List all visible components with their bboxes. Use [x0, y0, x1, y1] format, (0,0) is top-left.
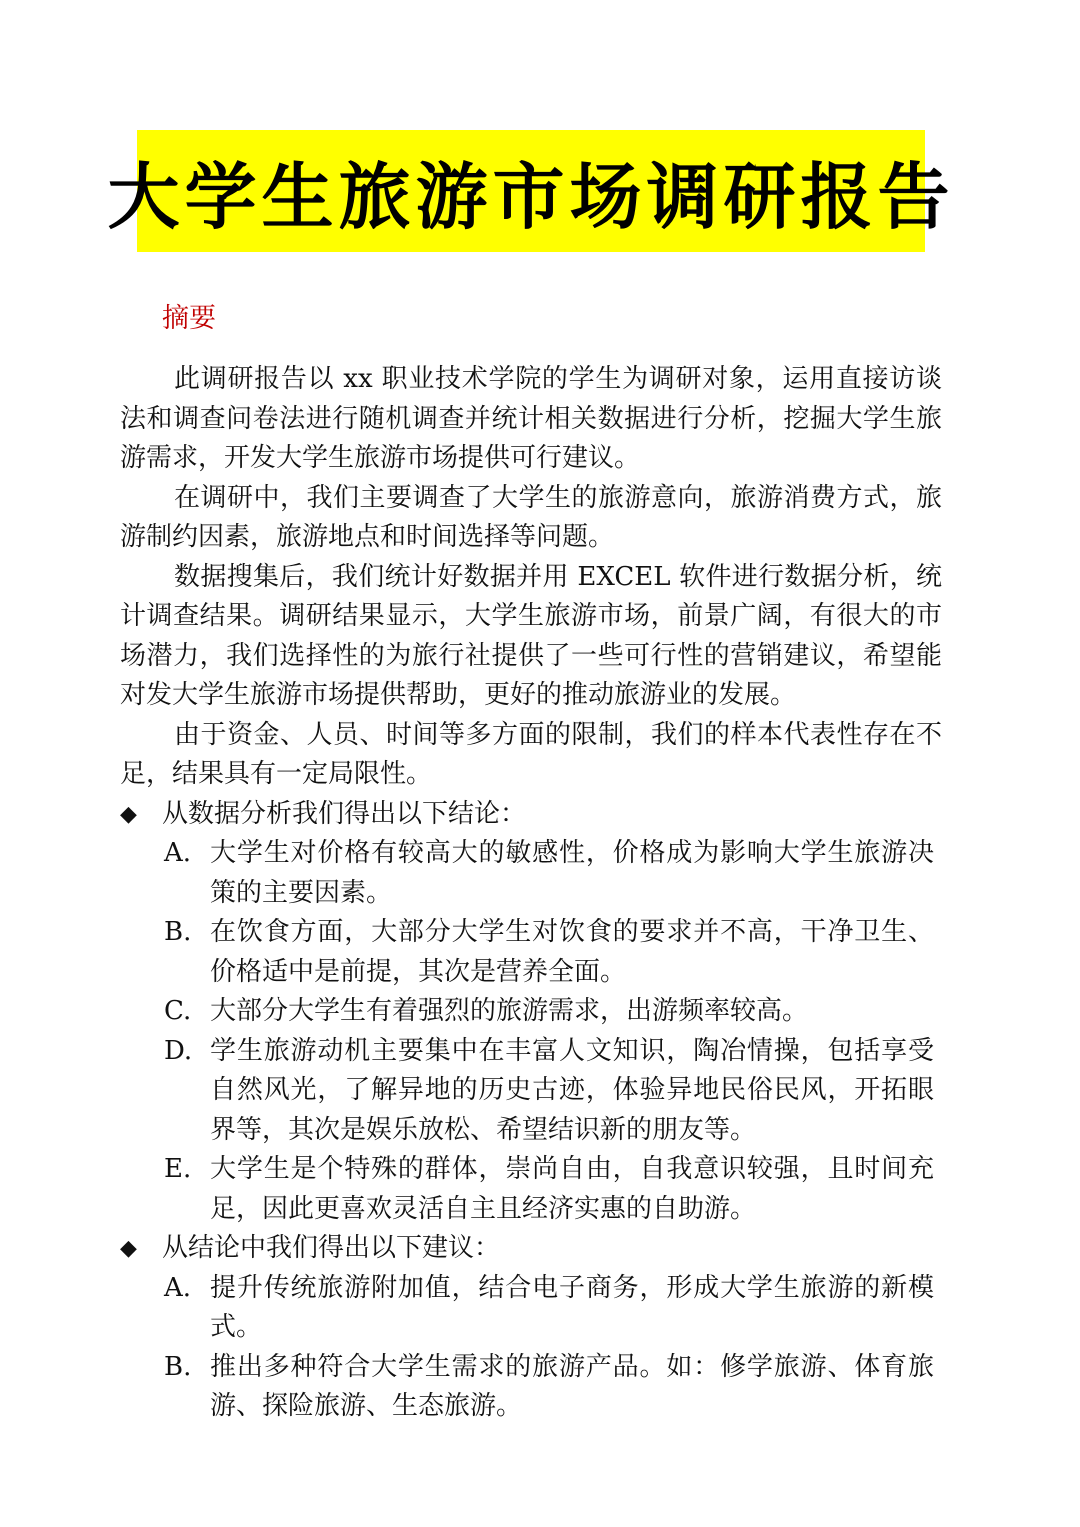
paragraph: 此调研报告以 xx 职业技术学院的学生为调研对象，运用直接访谈法和调查问卷法进行随机调查并统计相关数据进行分析，挖掘大学生旅游需求，开发大学生旅游市场提供可行建议。	[120, 364, 942, 473]
suggestions-list	[120, 1269, 942, 1427]
section-heading-abstract: 摘要	[162, 303, 216, 334]
conclusions-list	[120, 834, 942, 1229]
conclusions-label: 从数据分析我们得出以下结论：	[162, 798, 527, 829]
list-item-text: 在饮食方面，大部分大学生对饮食的要求并不高，干净卫生、价格适中是前提，其次是营养全面。	[210, 917, 934, 987]
list-marker: A.	[164, 838, 192, 868]
list-marker: D.	[164, 1035, 193, 1066]
list-item	[120, 1269, 934, 1348]
diamond-bullet-icon: ◆	[120, 801, 137, 827]
list-item	[120, 1032, 934, 1151]
list-item	[120, 834, 934, 913]
page-title: 大学生旅游市场调研报告	[107, 155, 955, 239]
suggestions-label: 从结论中我们得出以下建议：	[162, 1233, 501, 1263]
list-item	[120, 992, 934, 1032]
list-marker: C.	[164, 996, 192, 1026]
paragraph: 数据搜集后，我们统计好数据并用 EXCEL 软件进行数据分析，统计调查结果。调研结果显示，大学生旅游市场，前景广阔，有很大的市场潜力，我们选择性的为旅行社提供了一些可行性的营销建议，希望能对发大学生旅游市场提供帮助，更好的推动旅游业的发展。	[120, 561, 942, 710]
suggestions-heading	[120, 1229, 942, 1269]
title-banner	[107, 130, 955, 252]
diamond-bullet-icon: ◆	[120, 1236, 137, 1261]
paragraph: 由于资金、人员、时间等多方面的限制，我们的样本代表性存在不足，结果具有一定局限性。	[120, 719, 942, 789]
list-item	[120, 913, 934, 992]
list-marker: B.	[164, 1351, 192, 1382]
list-item-text: 大学生是个特殊的群体，崇尚自由，自我意识较强，且时间充足，因此更喜欢灵活自主且经济实惠的自助游。	[210, 1154, 934, 1224]
abstract-body	[120, 360, 942, 1427]
list-marker: B.	[164, 917, 192, 947]
paragraph: 在调研中，我们主要调查了大学生的旅游意向，旅游消费方式，旅游制约因素，旅游地点和时间选择等问题。	[120, 482, 942, 552]
conclusions-heading	[120, 795, 942, 835]
list-item-text: 大学生对价格有较高大的敏感性，价格成为影响大学生旅游决策的主要因素。	[210, 838, 934, 908]
list-item	[120, 1348, 934, 1427]
list-marker: A.	[164, 1272, 192, 1303]
list-item-text: 提升传统旅游附加值，结合电子商务，形成大学生旅游的新模式。	[210, 1272, 934, 1342]
list-item-text: 推出多种符合大学生需求的旅游产品。如：修学旅游、体育旅游、探险旅游、生态旅游。	[210, 1351, 934, 1421]
list-marker: E.	[164, 1154, 192, 1184]
list-item-text: 大部分大学生有着强烈的旅游需求，出游频率较高。	[210, 996, 809, 1026]
list-item	[120, 1150, 934, 1229]
list-item-text: 学生旅游动机主要集中在丰富人文知识，陶冶情操，包括享受自然风光，了解异地的历史古迹，体验异地民俗民风，开拓眼界等，其次是娱乐放松、希望结识新的朋友等。	[210, 1035, 934, 1145]
